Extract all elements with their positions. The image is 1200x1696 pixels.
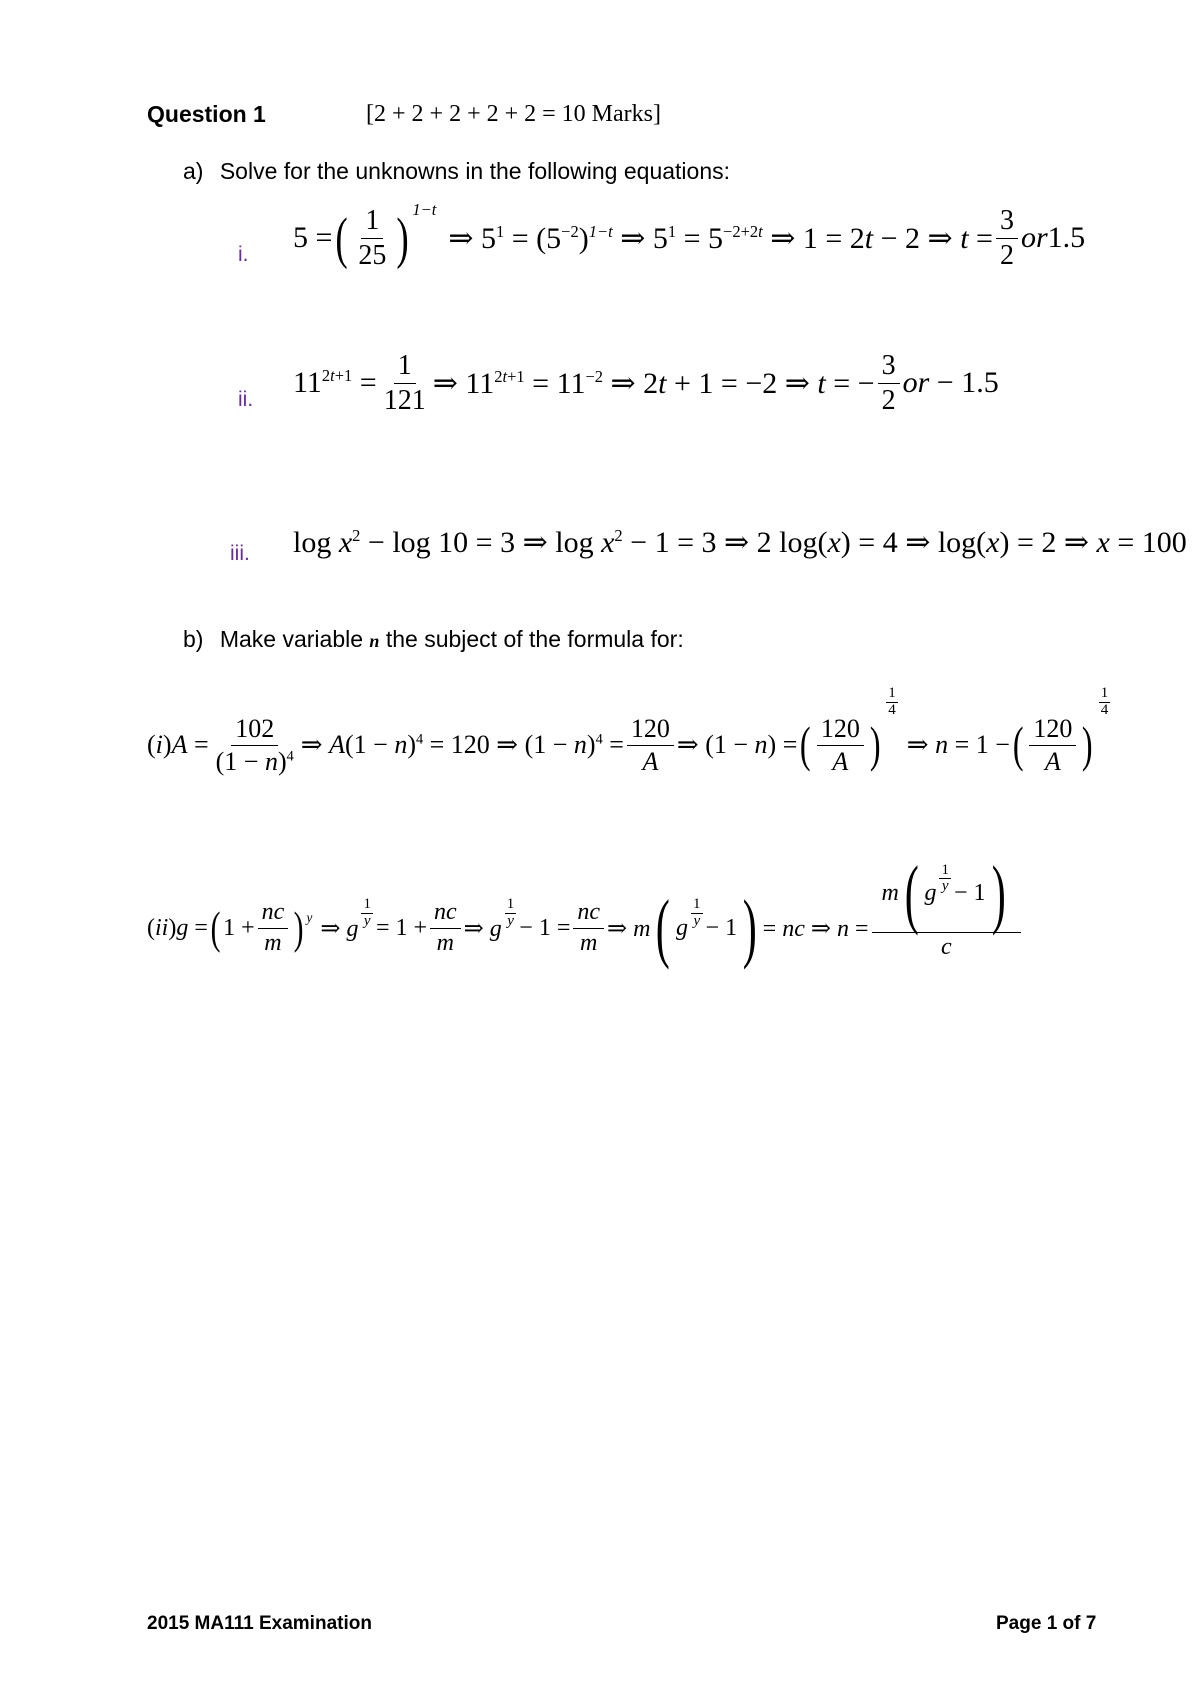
equation-b-ii: (ii)g = ( 1 + $\frac{nc}{m}$ ) $^y$ ⇒ g $\frac{1}{y}$ = 1 + $\frac{nc}{m}$ ⇒ g $\frac{1}{y}$ − 1 = $\frac{nc}{m}$ ⇒ m ( g $\frac{1}{y}$ − 1 ) = nc ⇒ n = m ( g $\frac{1}{y}$ − 1 ) c bbox=[147, 848, 1024, 1008]
part-a-label: a) bbox=[183, 158, 204, 184]
equation-iii-numeral: iii. bbox=[230, 542, 250, 565]
question-title: Question 1 bbox=[147, 101, 266, 127]
equation-i-numeral: i. bbox=[238, 243, 249, 266]
equation-i: 5 = ( $\frac{1}{25}$ ) $^{1-t}$ ⇒ $5^1 = (5^{-2})^{1-t}$ ⇒ $5^1 = 5^{-2+2t}$ ⇒ 1 = 2t − 2 ⇒ t = $\frac{3}{2}$ or1.5 bbox=[293, 200, 1086, 271]
part-b-label: b) bbox=[183, 626, 204, 652]
equation-b-i: (i)A = $\frac{102}{(1 - n)^4}$ ⇒ $A(1 - n)^4 = 120$ ⇒ $(1 - n)^4$ = $\frac{120}{A}$ ⇒ (1 − n) = ( $\frac{120}{A}$ ) $\frac{1}{4}$ ⇒ n = 1 − ( $\frac{120}{A}$ ) $\frac{1}{4}$ bbox=[147, 685, 1109, 776]
footer-exam-title: 2015 MA111 Examination bbox=[147, 1613, 372, 1634]
equation-ii-numeral: ii. bbox=[238, 388, 254, 411]
equation-ii: $11^{2t+1}$ = $\frac{1}{121}$ ⇒ $11^{2t+1} = 11^{-2}$ ⇒ 2t + 1 = −2 ⇒ t = − $\frac{3}{2}$ or − 1.5 bbox=[293, 350, 999, 416]
part-a-instruction bbox=[183, 158, 730, 185]
part-b-instruction: b) Make variable n the subject of the formula for: bbox=[183, 626, 684, 652]
equation-iii: $\log x^2 - \log 10 = 3$ ⇒ $\log x^2 - 1 = 3$ ⇒ 2 log(x) = 4 ⇒ log(x) = 2 ⇒ x = 100 bbox=[293, 525, 1187, 559]
part-a-text: Solve for the unknowns in the following equations: bbox=[219, 158, 730, 184]
footer-page-number: Page 1 of 7 bbox=[996, 1613, 1097, 1634]
question-marks: [2 + 2 + 2 + 2 + 2 = 10 Marks] bbox=[366, 101, 661, 127]
part-b-variable: n bbox=[369, 631, 380, 651]
